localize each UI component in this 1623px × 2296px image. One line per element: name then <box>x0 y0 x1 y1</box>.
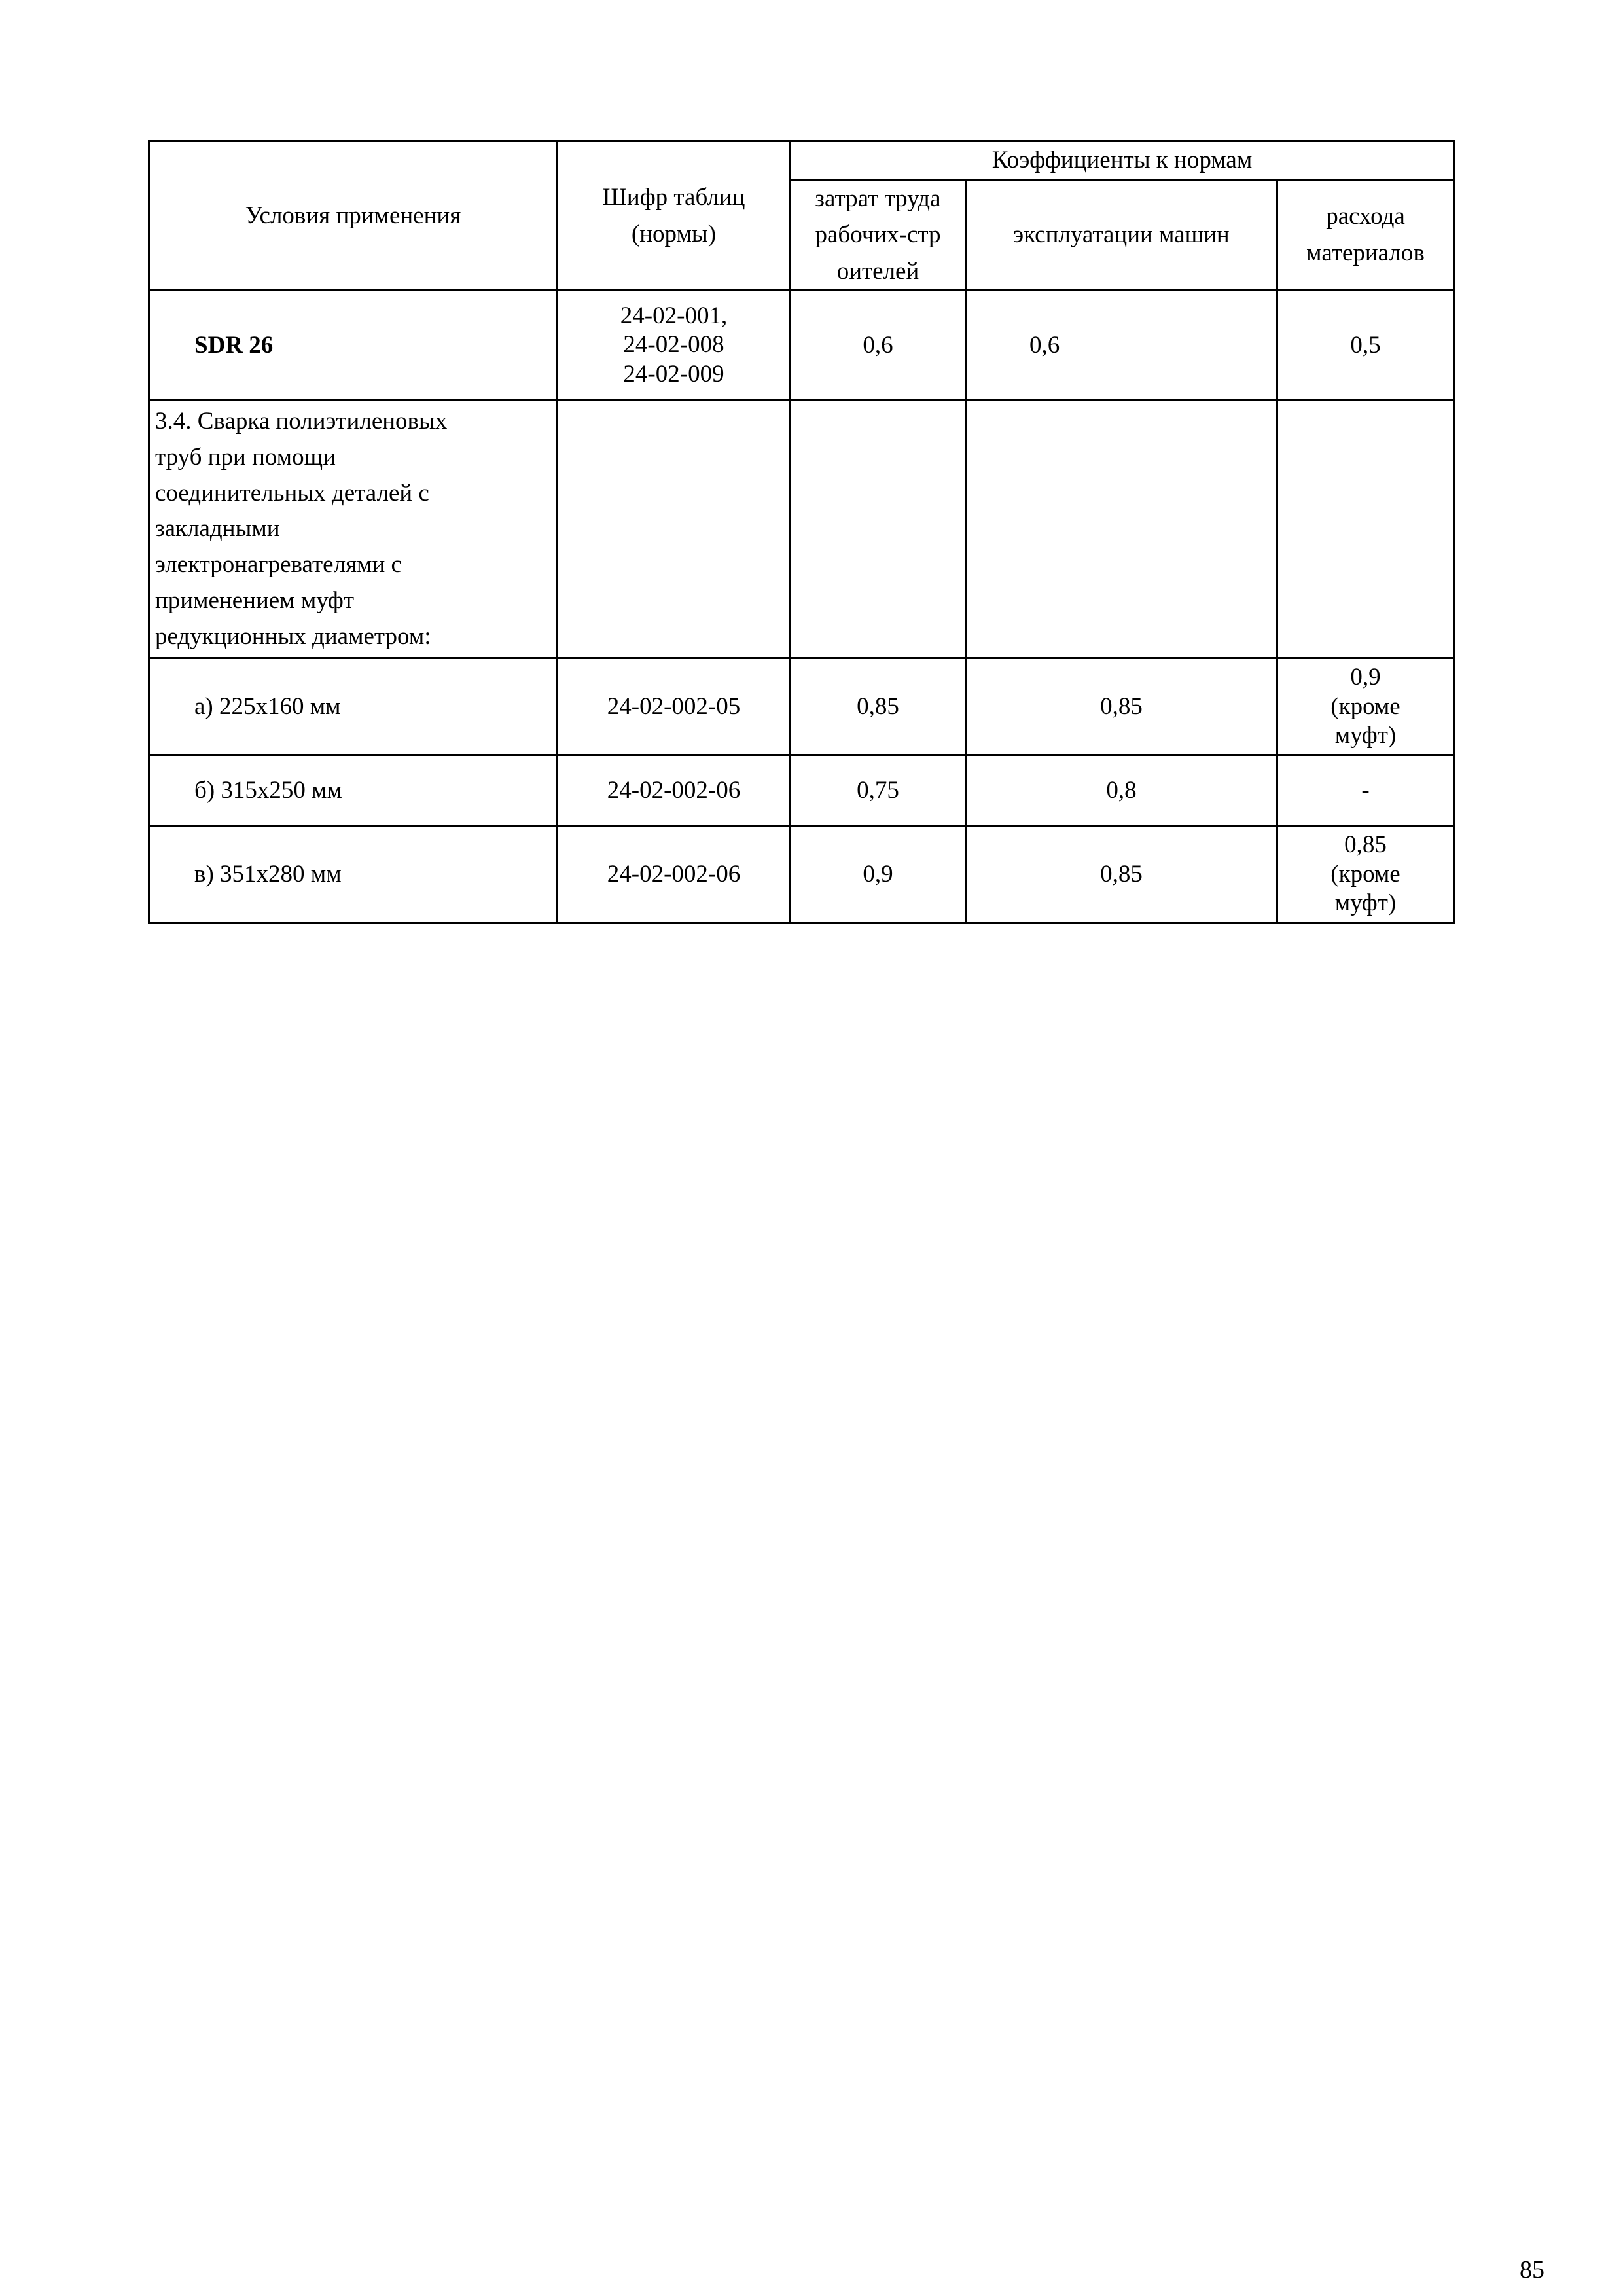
header-materials-line1: расхода <box>1326 203 1405 230</box>
row-code-3: 24-02-009 <box>623 360 724 387</box>
header-materials-line2: материалов <box>1306 239 1425 266</box>
row-labor: 0,9 <box>791 826 966 923</box>
row-codes <box>558 291 791 401</box>
page-number: 85 <box>1520 2256 1544 2284</box>
row-code-2: 24-02-008 <box>623 331 724 359</box>
header-row-1 <box>149 141 1454 180</box>
header-machines <box>966 179 1277 291</box>
materials-line-3: муфт) <box>1334 889 1397 916</box>
row-materials <box>1277 658 1454 755</box>
condition-line-2: труб при помощи <box>155 443 336 471</box>
row-code: 24-02-002-06 <box>558 826 791 923</box>
condition-line-6: применением муфт <box>155 586 354 614</box>
header-code-line2: (нормы) <box>631 220 717 247</box>
condition-line-1: 3.4. Сварка полиэтиленовых <box>155 408 448 435</box>
table-row-b <box>149 755 1454 826</box>
header-materials <box>1277 179 1454 291</box>
row-condition <box>149 401 558 658</box>
row-codes <box>558 401 791 658</box>
header-machines-text: эксплуатации машин <box>1013 221 1230 248</box>
row-machines: 0,6 <box>966 291 1277 401</box>
row-code: 24-02-002-05 <box>558 658 791 755</box>
row-labor: 0,75 <box>791 755 966 826</box>
header-code-line1: Шифр таблиц <box>602 184 745 211</box>
row-materials: 0,5 <box>1277 291 1454 401</box>
row-code-1: 24-02-001, <box>620 302 728 329</box>
row-machines <box>966 401 1277 658</box>
row-materials <box>1277 826 1454 923</box>
table-row-v <box>149 826 1454 923</box>
header-coefficients <box>791 141 1454 180</box>
header-coefficients-text: Коэффициенты к нормам <box>991 147 1253 173</box>
materials-line-1: 0,9 <box>1350 664 1381 691</box>
table-row-section-3-4 <box>149 401 1454 658</box>
row-labor <box>791 401 966 658</box>
row-condition: в) 351х280 мм <box>149 826 558 923</box>
row-condition: SDR 26 <box>149 291 558 401</box>
condition-line-3: соединительных деталей с <box>155 479 429 507</box>
table-row-a <box>149 658 1454 755</box>
materials-line-1: 0,85 <box>1344 831 1387 859</box>
row-condition: а) 225х160 мм <box>149 658 558 755</box>
table-row-sdr26 <box>149 291 1454 401</box>
header-conditions <box>149 141 558 291</box>
header-conditions-text: Условия применения <box>245 202 461 229</box>
row-labor: 0,6 <box>791 291 966 401</box>
row-machines: 0,8 <box>966 755 1277 826</box>
row-materials <box>1277 401 1454 658</box>
header-labor-line2: рабочих-стр <box>815 221 941 248</box>
materials-line-2: (кроме <box>1330 860 1400 888</box>
condition-line-7: редукционных диаметром: <box>155 622 431 650</box>
header-table-code <box>558 141 791 291</box>
materials-line-2: (кроме <box>1330 692 1400 720</box>
norms-coefficients-table <box>148 140 1455 924</box>
condition-line-5: электронагревателями с <box>155 551 402 578</box>
row-machines: 0,85 <box>966 826 1277 923</box>
header-labor <box>791 179 966 291</box>
materials-line-3: муфт) <box>1334 721 1397 749</box>
row-labor: 0,85 <box>791 658 966 755</box>
row-condition: б) 315х250 мм <box>149 755 558 826</box>
condition-line-4: закладными <box>155 515 280 543</box>
row-code: 24-02-002-06 <box>558 755 791 826</box>
header-labor-line3: оителей <box>836 257 919 285</box>
row-machines: 0,85 <box>966 658 1277 755</box>
row-materials: - <box>1277 755 1454 826</box>
header-labor-line1: затрат труда <box>815 185 941 212</box>
